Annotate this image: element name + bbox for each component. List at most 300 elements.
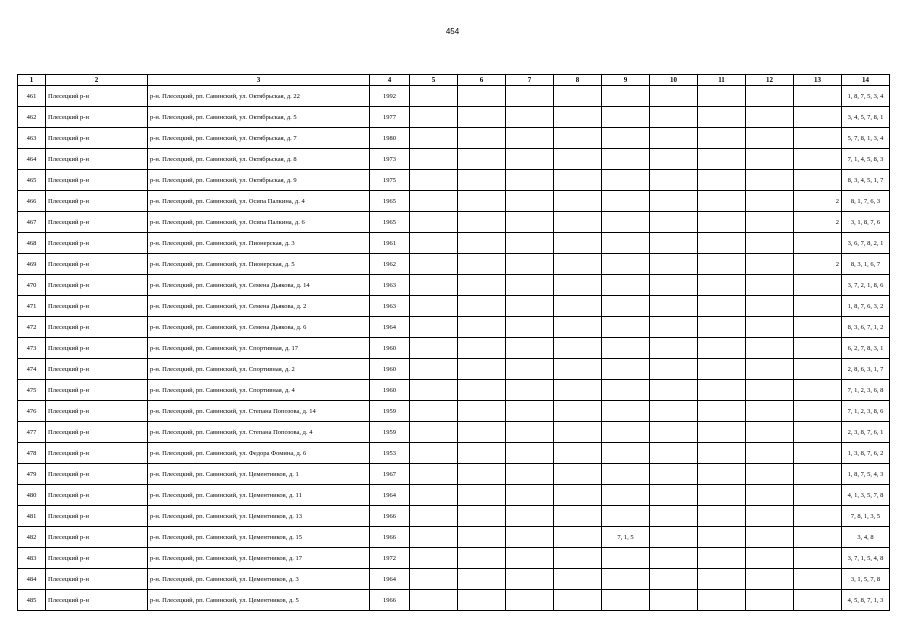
- empty-cell: [650, 380, 698, 401]
- col14-cell: 1, 8, 7, 5, 3, 4: [842, 86, 890, 107]
- year-cell: 1973: [370, 149, 410, 170]
- year-cell: 1959: [370, 422, 410, 443]
- table-row: [18, 86, 890, 107]
- col13-cell: [794, 590, 842, 611]
- year-cell: 1953: [370, 443, 410, 464]
- col9-cell: [602, 569, 650, 590]
- empty-cell: [458, 149, 506, 170]
- empty-cell: [698, 527, 746, 548]
- col13-cell: [794, 233, 842, 254]
- empty-cell: [698, 485, 746, 506]
- table-row: [18, 254, 890, 275]
- empty-cell: [554, 338, 602, 359]
- empty-cell: [554, 191, 602, 212]
- empty-cell: [506, 107, 554, 128]
- year-cell: 1960: [370, 338, 410, 359]
- empty-cell: [650, 191, 698, 212]
- empty-cell: [554, 86, 602, 107]
- empty-cell: [410, 506, 458, 527]
- empty-cell: [746, 86, 794, 107]
- empty-cell: [410, 212, 458, 233]
- empty-cell: [458, 107, 506, 128]
- column-header: 8: [554, 75, 602, 86]
- address-cell: р-н. Плесецкий, рп. Савинский, ул. Октябрьская, д. 5: [148, 107, 370, 128]
- table-row: [18, 275, 890, 296]
- empty-cell: [746, 506, 794, 527]
- district-cell: Плесецкий р-н: [46, 212, 148, 233]
- col14-cell: 8, 3, 4, 5, 1, 7: [842, 170, 890, 191]
- col13-cell: [794, 422, 842, 443]
- col9-cell: [602, 506, 650, 527]
- empty-cell: [746, 527, 794, 548]
- empty-cell: [746, 590, 794, 611]
- empty-cell: [554, 527, 602, 548]
- district-cell: Плесецкий р-н: [46, 527, 148, 548]
- column-header: 4: [370, 75, 410, 86]
- col9-cell: [602, 548, 650, 569]
- address-cell: р-н. Плесецкий, рп. Савинский, ул. Спортивная, д. 17: [148, 338, 370, 359]
- empty-cell: [506, 590, 554, 611]
- empty-cell: [650, 212, 698, 233]
- empty-cell: [506, 485, 554, 506]
- col13-cell: [794, 485, 842, 506]
- empty-cell: [746, 422, 794, 443]
- empty-cell: [410, 86, 458, 107]
- col9-cell: [602, 254, 650, 275]
- col9-cell: [602, 128, 650, 149]
- address-cell: р-н. Плесецкий, рп. Савинский, ул. Пионерская, д. 3: [148, 233, 370, 254]
- empty-cell: [506, 464, 554, 485]
- empty-cell: [698, 170, 746, 191]
- empty-cell: [410, 590, 458, 611]
- col9-cell: [602, 338, 650, 359]
- district-cell: Плесецкий р-н: [46, 464, 148, 485]
- table-row: [18, 464, 890, 485]
- empty-cell: [650, 359, 698, 380]
- empty-cell: [698, 380, 746, 401]
- col9-cell: [602, 170, 650, 191]
- year-cell: 1964: [370, 569, 410, 590]
- empty-cell: [554, 254, 602, 275]
- empty-cell: [650, 86, 698, 107]
- column-header: 1: [18, 75, 46, 86]
- col14-cell: 1, 8, 7, 5, 4, 3: [842, 464, 890, 485]
- district-cell: Плесецкий р-н: [46, 506, 148, 527]
- empty-cell: [458, 443, 506, 464]
- empty-cell: [746, 296, 794, 317]
- table-row: [18, 485, 890, 506]
- col13-cell: [794, 506, 842, 527]
- address-cell: р-н. Плесецкий, рп. Савинский, ул. Цементников, д. 15: [148, 527, 370, 548]
- empty-cell: [746, 485, 794, 506]
- col14-cell: 6, 2, 7, 8, 3, 1: [842, 338, 890, 359]
- empty-cell: [410, 170, 458, 191]
- col14-cell: 1, 8, 7, 6, 3, 2: [842, 296, 890, 317]
- district-cell: Плесецкий р-н: [46, 191, 148, 212]
- empty-cell: [410, 527, 458, 548]
- col9-cell: [602, 191, 650, 212]
- col9-cell: [602, 485, 650, 506]
- empty-cell: [506, 338, 554, 359]
- row-number: 462: [18, 107, 46, 128]
- district-cell: Плесецкий р-н: [46, 338, 148, 359]
- empty-cell: [698, 275, 746, 296]
- table-row: [18, 590, 890, 611]
- empty-cell: [650, 485, 698, 506]
- empty-cell: [746, 317, 794, 338]
- empty-cell: [458, 317, 506, 338]
- district-cell: Плесецкий р-н: [46, 233, 148, 254]
- empty-cell: [698, 254, 746, 275]
- col14-cell: 3, 1, 8, 7, 6: [842, 212, 890, 233]
- empty-cell: [746, 359, 794, 380]
- empty-cell: [554, 149, 602, 170]
- col13-cell: [794, 338, 842, 359]
- empty-cell: [458, 464, 506, 485]
- year-cell: 1967: [370, 464, 410, 485]
- row-number: 480: [18, 485, 46, 506]
- table-row: [18, 212, 890, 233]
- empty-cell: [410, 128, 458, 149]
- table-row: [18, 128, 890, 149]
- empty-cell: [554, 380, 602, 401]
- empty-cell: [746, 569, 794, 590]
- empty-cell: [746, 212, 794, 233]
- empty-cell: [458, 548, 506, 569]
- row-number: 475: [18, 380, 46, 401]
- table-header: [18, 75, 890, 86]
- empty-cell: [698, 506, 746, 527]
- empty-cell: [458, 212, 506, 233]
- empty-cell: [650, 128, 698, 149]
- col13-cell: 2: [794, 212, 842, 233]
- empty-cell: [506, 170, 554, 191]
- empty-cell: [410, 254, 458, 275]
- address-cell: р-н. Плесецкий, рп. Савинский, ул. Осипа Палкина, д. 6: [148, 212, 370, 233]
- empty-cell: [650, 233, 698, 254]
- table-row: [18, 338, 890, 359]
- empty-cell: [746, 338, 794, 359]
- address-cell: р-н. Плесецкий, рп. Савинский, ул. Осипа Палкина, д. 4: [148, 191, 370, 212]
- table-row: [18, 191, 890, 212]
- empty-cell: [458, 422, 506, 443]
- empty-cell: [458, 233, 506, 254]
- empty-cell: [410, 275, 458, 296]
- col14-cell: 5, 7, 8, 1, 3, 4: [842, 128, 890, 149]
- empty-cell: [410, 107, 458, 128]
- empty-cell: [650, 401, 698, 422]
- empty-cell: [410, 464, 458, 485]
- col14-cell: 8, 3, 1, 6, 7: [842, 254, 890, 275]
- empty-cell: [698, 296, 746, 317]
- table-row: [18, 422, 890, 443]
- table-row: [18, 107, 890, 128]
- empty-cell: [410, 380, 458, 401]
- col14-cell: 7, 8, 1, 3, 5: [842, 506, 890, 527]
- empty-cell: [506, 422, 554, 443]
- row-number: 477: [18, 422, 46, 443]
- address-cell: р-н. Плесецкий, рп. Савинский, ул. Цементников, д. 3: [148, 569, 370, 590]
- col13-cell: [794, 275, 842, 296]
- empty-cell: [506, 380, 554, 401]
- empty-cell: [746, 464, 794, 485]
- district-cell: Плесецкий р-н: [46, 359, 148, 380]
- register-table: [17, 74, 890, 611]
- col13-cell: [794, 296, 842, 317]
- year-cell: 1980: [370, 128, 410, 149]
- empty-cell: [410, 422, 458, 443]
- empty-cell: [554, 548, 602, 569]
- empty-cell: [458, 275, 506, 296]
- empty-cell: [650, 464, 698, 485]
- address-cell: р-н. Плесецкий, рп. Савинский, ул. Степана Попозова, д. 14: [148, 401, 370, 422]
- address-cell: р-н. Плесецкий, рп. Савинский, ул. Семена Дьякова, д. 6: [148, 317, 370, 338]
- empty-cell: [458, 86, 506, 107]
- col14-cell: 3, 7, 1, 5, 4, 8: [842, 548, 890, 569]
- col9-cell: [602, 317, 650, 338]
- empty-cell: [458, 170, 506, 191]
- district-cell: Плесецкий р-н: [46, 128, 148, 149]
- year-cell: 1962: [370, 254, 410, 275]
- empty-cell: [698, 107, 746, 128]
- empty-cell: [650, 254, 698, 275]
- empty-cell: [698, 443, 746, 464]
- row-number: 474: [18, 359, 46, 380]
- empty-cell: [746, 170, 794, 191]
- col13-cell: [794, 548, 842, 569]
- empty-cell: [506, 128, 554, 149]
- empty-cell: [554, 590, 602, 611]
- row-number: 481: [18, 506, 46, 527]
- empty-cell: [410, 233, 458, 254]
- col13-cell: 2: [794, 191, 842, 212]
- empty-cell: [698, 191, 746, 212]
- year-cell: 1965: [370, 212, 410, 233]
- column-header: 11: [698, 75, 746, 86]
- col9-cell: [602, 422, 650, 443]
- year-cell: 1960: [370, 359, 410, 380]
- empty-cell: [506, 401, 554, 422]
- district-cell: Плесецкий р-н: [46, 170, 148, 191]
- district-cell: Плесецкий р-н: [46, 296, 148, 317]
- address-cell: р-н. Плесецкий, рп. Савинский, ул. Степана Попозова, д. 4: [148, 422, 370, 443]
- empty-cell: [650, 296, 698, 317]
- row-number: 470: [18, 275, 46, 296]
- col9-cell: [602, 380, 650, 401]
- empty-cell: [698, 590, 746, 611]
- col13-cell: [794, 464, 842, 485]
- empty-cell: [698, 233, 746, 254]
- empty-cell: [554, 128, 602, 149]
- empty-cell: [410, 443, 458, 464]
- district-cell: Плесецкий р-н: [46, 107, 148, 128]
- empty-cell: [458, 506, 506, 527]
- empty-cell: [410, 569, 458, 590]
- table-row: [18, 317, 890, 338]
- row-number: 464: [18, 149, 46, 170]
- empty-cell: [650, 170, 698, 191]
- empty-cell: [746, 380, 794, 401]
- empty-cell: [554, 569, 602, 590]
- col14-cell: 7, 1, 2, 3, 6, 8: [842, 380, 890, 401]
- empty-cell: [698, 548, 746, 569]
- col9-cell: [602, 233, 650, 254]
- year-cell: 1965: [370, 191, 410, 212]
- col13-cell: [794, 527, 842, 548]
- empty-cell: [650, 548, 698, 569]
- empty-cell: [506, 254, 554, 275]
- col13-cell: [794, 107, 842, 128]
- empty-cell: [506, 233, 554, 254]
- col14-cell: 2, 3, 8, 7, 6, 1: [842, 422, 890, 443]
- empty-cell: [698, 401, 746, 422]
- row-number: 473: [18, 338, 46, 359]
- district-cell: Плесецкий р-н: [46, 443, 148, 464]
- empty-cell: [410, 548, 458, 569]
- table-row: [18, 296, 890, 317]
- year-cell: 1966: [370, 527, 410, 548]
- district-cell: Плесецкий р-н: [46, 275, 148, 296]
- empty-cell: [458, 359, 506, 380]
- row-number: 466: [18, 191, 46, 212]
- table-row: [18, 359, 890, 380]
- col14-cell: 3, 1, 5, 7, 8: [842, 569, 890, 590]
- empty-cell: [698, 212, 746, 233]
- col13-cell: [794, 569, 842, 590]
- col9-cell: [602, 212, 650, 233]
- col13-cell: [794, 359, 842, 380]
- row-number: 463: [18, 128, 46, 149]
- header-row: [18, 75, 890, 86]
- col9-cell: [602, 443, 650, 464]
- col9-cell: [602, 464, 650, 485]
- address-cell: р-н. Плесецкий, рп. Савинский, ул. Семена Дьякова, д. 2: [148, 296, 370, 317]
- empty-cell: [746, 107, 794, 128]
- district-cell: Плесецкий р-н: [46, 149, 148, 170]
- column-header: 7: [506, 75, 554, 86]
- address-cell: р-н. Плесецкий, рп. Савинский, ул. Спортивная, д. 4: [148, 380, 370, 401]
- empty-cell: [554, 401, 602, 422]
- empty-cell: [506, 359, 554, 380]
- col9-cell: [602, 296, 650, 317]
- address-cell: р-н. Плесецкий, рп. Савинский, ул. Октябрьская, д. 22: [148, 86, 370, 107]
- district-cell: Плесецкий р-н: [46, 254, 148, 275]
- row-number: 476: [18, 401, 46, 422]
- district-cell: Плесецкий р-н: [46, 590, 148, 611]
- row-number: 485: [18, 590, 46, 611]
- empty-cell: [650, 569, 698, 590]
- address-cell: р-н. Плесецкий, рп. Савинский, ул. Цементников, д. 13: [148, 506, 370, 527]
- empty-cell: [458, 380, 506, 401]
- empty-cell: [506, 296, 554, 317]
- column-header: 3: [148, 75, 370, 86]
- empty-cell: [698, 128, 746, 149]
- year-cell: 1964: [370, 485, 410, 506]
- col13-cell: [794, 128, 842, 149]
- empty-cell: [746, 443, 794, 464]
- empty-cell: [410, 317, 458, 338]
- empty-cell: [698, 422, 746, 443]
- table-row: [18, 170, 890, 191]
- row-number: 465: [18, 170, 46, 191]
- col14-cell: 7, 1, 2, 3, 8, 6: [842, 401, 890, 422]
- empty-cell: [506, 548, 554, 569]
- empty-cell: [554, 233, 602, 254]
- row-number: 483: [18, 548, 46, 569]
- empty-cell: [554, 506, 602, 527]
- empty-cell: [746, 401, 794, 422]
- empty-cell: [698, 149, 746, 170]
- empty-cell: [554, 422, 602, 443]
- empty-cell: [410, 191, 458, 212]
- empty-cell: [650, 422, 698, 443]
- col13-cell: [794, 380, 842, 401]
- col9-cell: [602, 149, 650, 170]
- empty-cell: [650, 506, 698, 527]
- address-cell: р-н. Плесецкий, рп. Савинский, ул. Октябрьская, д. 9: [148, 170, 370, 191]
- empty-cell: [506, 317, 554, 338]
- empty-cell: [554, 107, 602, 128]
- empty-cell: [746, 233, 794, 254]
- empty-cell: [554, 359, 602, 380]
- column-header: 14: [842, 75, 890, 86]
- col14-cell: 4, 1, 3, 5, 7, 8: [842, 485, 890, 506]
- empty-cell: [554, 212, 602, 233]
- year-cell: 1960: [370, 380, 410, 401]
- empty-cell: [458, 590, 506, 611]
- address-cell: р-н. Плесецкий, рп. Савинский, ул. Пионерская, д. 5: [148, 254, 370, 275]
- empty-cell: [746, 548, 794, 569]
- year-cell: 1977: [370, 107, 410, 128]
- col9-cell: [602, 590, 650, 611]
- empty-cell: [458, 527, 506, 548]
- empty-cell: [506, 149, 554, 170]
- table-row: [18, 401, 890, 422]
- empty-cell: [746, 128, 794, 149]
- address-cell: р-н. Плесецкий, рп. Савинский, ул. Цементников, д. 17: [148, 548, 370, 569]
- district-cell: Плесецкий р-н: [46, 548, 148, 569]
- empty-cell: [554, 317, 602, 338]
- col14-cell: 3, 4, 5, 7, 8, 1: [842, 107, 890, 128]
- col9-cell: [602, 401, 650, 422]
- page-number: 454: [445, 27, 460, 36]
- empty-cell: [506, 569, 554, 590]
- year-cell: 1966: [370, 590, 410, 611]
- address-cell: р-н. Плесецкий, рп. Савинский, ул. Цементников, д. 11: [148, 485, 370, 506]
- district-cell: Плесецкий р-н: [46, 380, 148, 401]
- col14-cell: 8, 1, 7, 6, 3: [842, 191, 890, 212]
- col14-cell: 3, 4, 8: [842, 527, 890, 548]
- col13-cell: [794, 443, 842, 464]
- col14-cell: 7, 1, 4, 5, 8, 3: [842, 149, 890, 170]
- column-header: 6: [458, 75, 506, 86]
- empty-cell: [698, 338, 746, 359]
- column-header: 2: [46, 75, 148, 86]
- empty-cell: [650, 107, 698, 128]
- table-body: [18, 86, 890, 611]
- empty-cell: [506, 275, 554, 296]
- table-row: [18, 569, 890, 590]
- empty-cell: [698, 86, 746, 107]
- year-cell: 1992: [370, 86, 410, 107]
- empty-cell: [554, 170, 602, 191]
- empty-cell: [458, 485, 506, 506]
- table-row: [18, 548, 890, 569]
- empty-cell: [698, 359, 746, 380]
- address-cell: р-н. Плесецкий, рп. Савинский, ул. Федора Фомина, д. 6: [148, 443, 370, 464]
- col13-cell: [794, 170, 842, 191]
- address-cell: р-н. Плесецкий, рп. Савинский, ул. Цементников, д. 1: [148, 464, 370, 485]
